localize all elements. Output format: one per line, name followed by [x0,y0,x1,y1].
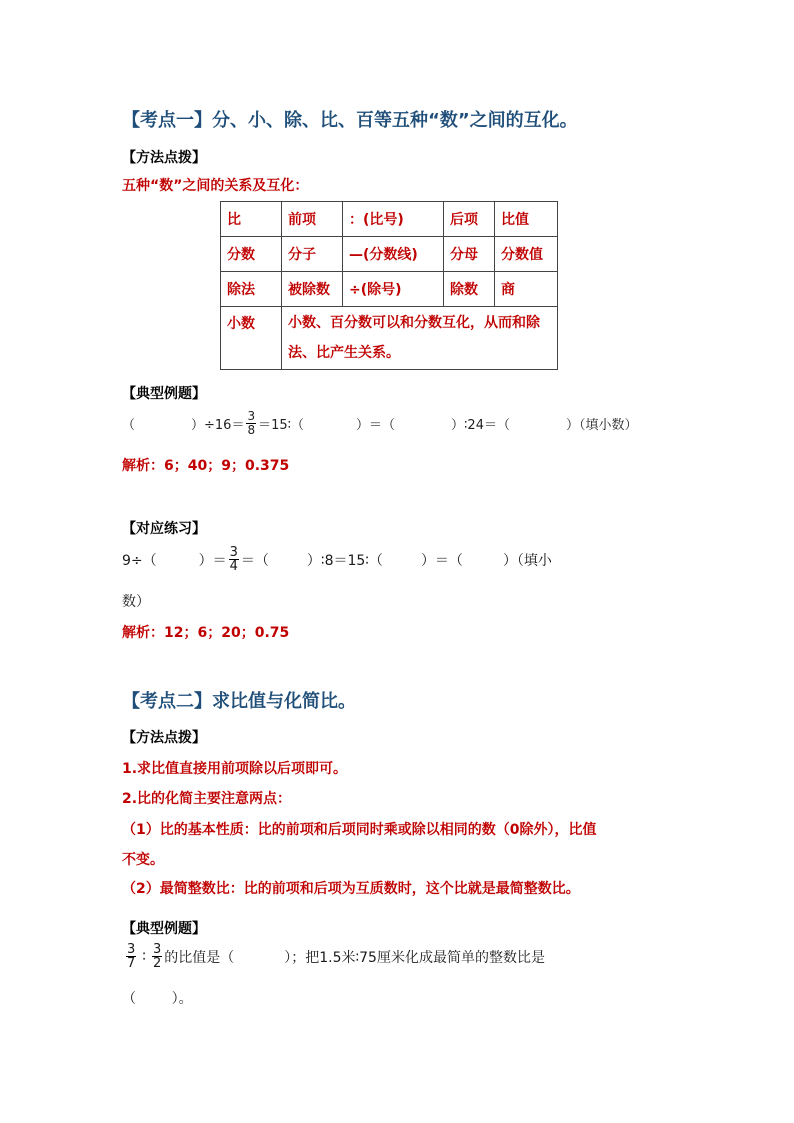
section2-sub1-line2: 不变。 [122,852,164,868]
equation-text: ）＝ [198,552,227,569]
table-row [221,202,558,237]
table-cell: 商 [495,272,558,307]
table-cell: 后项 [444,202,495,237]
section1-example-answer: 解析：6；40；9；0.375 [122,458,290,474]
table-cell: 分数值 [495,237,558,272]
table-cell: ：(比号) [343,202,444,237]
table-cell: —(分数线) [343,237,444,272]
fraction [126,943,136,970]
equation-text: ）（填小 [502,552,552,569]
section2-point2: 2.比的化简主要注意两点： [122,791,292,807]
section2-method-heading: 【方法点拨】 [122,730,206,746]
equation-text: ）（填小数） [565,418,638,433]
fraction-numerator: 3 [229,545,238,560]
relation-table [220,201,558,370]
table-cell: 分子 [282,237,343,272]
table-cell-merged: 小数、百分数可以和分数互化，从而和除法、比产生关系。 [282,307,558,370]
section2-title: 【考点二】求比值与化简比。 [122,691,356,712]
ratio-colon: ∶ [142,948,146,965]
fraction-denominator: 8 [247,423,256,437]
table-row [221,237,558,272]
table-cell: 分数 [221,237,282,272]
table-cell: 比值 [495,202,558,237]
fraction-numerator: 3 [152,942,162,957]
fraction-numerator: 3 [127,942,136,957]
table-row [221,272,558,307]
section1-practice-answer: 解析：12；6；20；0.75 [122,625,290,641]
section1-example-equation [122,410,638,437]
section1-example-heading: 【典型例题】 [122,386,206,402]
section2-sub1-line1: （1）比的基本性质：比的前项和后项同时乘或除以相同的数（0除外），比值 [122,822,597,838]
equation-text: 的比值是（ [164,949,235,966]
table-cell: 比 [221,202,282,237]
equation-text: ）∶8＝15∶（ [306,552,383,569]
section1-practice-line2: 数） [122,594,150,610]
fraction-denominator: 2 [152,956,162,971]
table-cell: 小数 [221,307,282,370]
equation-text: 9÷（ [122,552,157,569]
section1-title: 【考点一】分、小、除、比、百等五种“数”之间的互化。 [122,110,578,131]
section1-practice-heading: 【对应练习】 [122,521,206,537]
section1-method-heading: 【方法点拨】 [122,150,206,166]
table-row [221,307,558,370]
equation-text: （ [122,418,136,433]
equation-text: ）＝（ [420,552,463,569]
table-cell: 除法 [221,272,282,307]
section2-example-heading: 【典型例题】 [122,921,206,937]
section2-example-equation [124,943,545,970]
equation-text: ）∶24＝（ [451,418,510,433]
table-cell: 分母 [444,237,495,272]
fraction [229,546,239,573]
section2-sub2: （2）最简整数比：比的前项和后项为互质数时，这个比就是最简整数比。 [122,881,580,897]
equation-text: ＝（ [240,552,269,569]
equation-text: ）＝（ [356,418,396,433]
table-cell: ÷(除号) [343,272,444,307]
equation-text: ＝15∶（ [258,418,305,433]
section2-example-line2: （ ）。 [122,991,193,1007]
table-cell: 除数 [444,272,495,307]
section2-point1: 1.求比值直接用前项除以后项即可。 [122,761,348,777]
fraction-denominator: 7 [127,956,136,971]
section1-practice-equation [122,546,552,573]
equation-text: ）÷16＝ [191,418,245,433]
table-cell: 前项 [282,202,343,237]
table-cell: 被除数 [282,272,343,307]
section1-intro: 五种“数”之间的关系及互化： [122,178,309,194]
equation-text: ）；把1.5米∶75厘米化成最简单的整数比是 [284,949,545,966]
fraction [246,410,256,437]
fraction-numerator: 3 [247,409,256,423]
fraction [152,943,162,970]
fraction-denominator: 4 [229,559,238,574]
